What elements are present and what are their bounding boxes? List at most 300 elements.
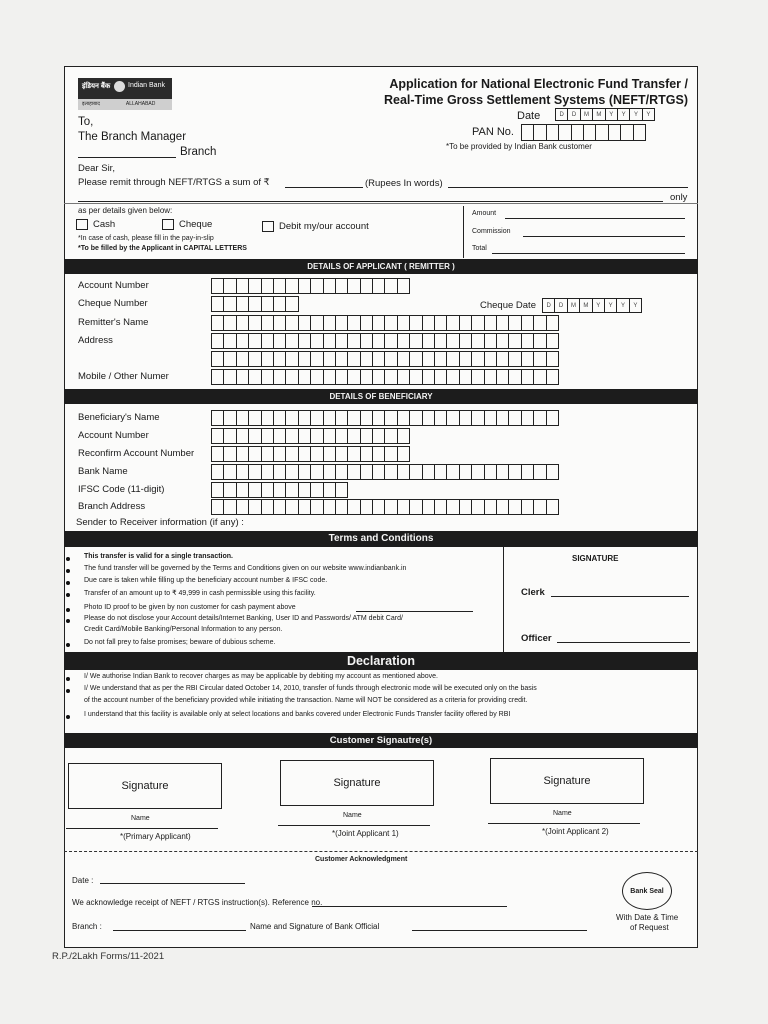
char-box[interactable]	[384, 446, 397, 462]
char-box[interactable]	[248, 464, 261, 480]
officer-signature-field[interactable]	[557, 642, 690, 643]
char-box[interactable]	[323, 410, 336, 426]
char-box[interactable]: D	[567, 108, 580, 121]
field-boxes[interactable]	[212, 428, 410, 444]
char-box[interactable]: M	[567, 298, 580, 313]
char-box[interactable]	[521, 315, 534, 331]
cash-checkbox[interactable]	[76, 219, 88, 230]
char-box[interactable]	[236, 351, 249, 367]
char-box[interactable]	[372, 446, 385, 462]
char-box[interactable]	[248, 278, 261, 294]
char-box[interactable]	[298, 446, 311, 462]
char-box[interactable]	[422, 410, 435, 426]
char-box[interactable]	[236, 428, 249, 444]
char-box[interactable]	[459, 369, 472, 385]
char-box[interactable]	[285, 499, 298, 515]
signature-box[interactable]	[490, 758, 644, 804]
char-box[interactable]	[459, 499, 472, 515]
char-box[interactable]	[633, 124, 646, 141]
char-box[interactable]	[360, 464, 373, 480]
char-box[interactable]	[223, 410, 236, 426]
char-box[interactable]	[298, 410, 311, 426]
char-box[interactable]	[310, 351, 323, 367]
char-box[interactable]	[397, 499, 410, 515]
date-boxes[interactable]	[556, 108, 655, 121]
char-box[interactable]	[546, 464, 559, 480]
char-box[interactable]	[285, 296, 298, 312]
debit-checkbox[interactable]	[262, 221, 274, 232]
char-box[interactable]	[310, 410, 323, 426]
char-box[interactable]	[211, 464, 224, 480]
char-box[interactable]	[397, 428, 410, 444]
char-box[interactable]	[261, 369, 274, 385]
char-box[interactable]	[285, 315, 298, 331]
char-box[interactable]	[422, 369, 435, 385]
char-box[interactable]	[446, 499, 459, 515]
char-box[interactable]	[347, 333, 360, 349]
char-box[interactable]	[236, 446, 249, 462]
char-box[interactable]	[298, 278, 311, 294]
char-box[interactable]	[323, 315, 336, 331]
char-box[interactable]	[347, 410, 360, 426]
char-box[interactable]	[360, 278, 373, 294]
char-box[interactable]	[471, 499, 484, 515]
char-box[interactable]	[261, 464, 274, 480]
char-box[interactable]	[471, 410, 484, 426]
char-box[interactable]	[533, 369, 546, 385]
char-box[interactable]	[422, 333, 435, 349]
char-box[interactable]	[236, 315, 249, 331]
char-box[interactable]	[508, 369, 521, 385]
char-box[interactable]	[384, 315, 397, 331]
char-box[interactable]	[409, 499, 422, 515]
clerk-signature-field[interactable]	[551, 596, 689, 597]
char-box[interactable]	[211, 315, 224, 331]
char-box[interactable]	[360, 410, 373, 426]
char-box[interactable]	[496, 351, 509, 367]
char-box[interactable]	[261, 296, 274, 312]
char-box[interactable]	[273, 446, 286, 462]
char-box[interactable]	[397, 315, 410, 331]
char-box[interactable]	[248, 315, 261, 331]
char-box[interactable]	[335, 464, 348, 480]
char-box[interactable]	[459, 315, 472, 331]
char-box[interactable]	[310, 428, 323, 444]
char-box[interactable]	[471, 333, 484, 349]
char-box[interactable]	[347, 369, 360, 385]
char-box[interactable]	[211, 428, 224, 444]
char-box[interactable]	[533, 351, 546, 367]
char-box[interactable]	[335, 499, 348, 515]
char-box[interactable]	[236, 278, 249, 294]
char-box[interactable]	[310, 464, 323, 480]
char-box[interactable]	[211, 446, 224, 462]
char-box[interactable]	[521, 124, 534, 141]
char-box[interactable]	[533, 464, 546, 480]
char-box[interactable]: Y	[629, 298, 642, 313]
char-box[interactable]	[583, 124, 596, 141]
char-box[interactable]	[508, 315, 521, 331]
char-box[interactable]	[223, 369, 236, 385]
char-box[interactable]: Y	[592, 298, 605, 313]
char-box[interactable]	[223, 333, 236, 349]
char-box[interactable]	[273, 410, 286, 426]
char-box[interactable]	[261, 482, 274, 498]
char-box[interactable]	[223, 351, 236, 367]
name-field[interactable]	[66, 828, 218, 829]
ack-branch-field[interactable]	[113, 930, 246, 931]
char-box[interactable]	[310, 499, 323, 515]
char-box[interactable]	[459, 410, 472, 426]
char-box[interactable]	[323, 428, 336, 444]
field-boxes[interactable]	[212, 333, 559, 349]
char-box[interactable]	[298, 369, 311, 385]
char-box[interactable]	[248, 351, 261, 367]
char-box[interactable]	[484, 369, 497, 385]
char-box[interactable]	[397, 464, 410, 480]
char-box[interactable]	[335, 369, 348, 385]
char-box[interactable]	[285, 410, 298, 426]
amount-words-field[interactable]	[448, 187, 688, 188]
reference-no-field[interactable]	[312, 906, 507, 907]
char-box[interactable]	[360, 369, 373, 385]
char-box[interactable]	[248, 369, 261, 385]
char-box[interactable]	[434, 369, 447, 385]
char-box[interactable]	[261, 499, 274, 515]
char-box[interactable]	[248, 499, 261, 515]
char-box[interactable]	[508, 499, 521, 515]
char-box[interactable]	[347, 278, 360, 294]
char-box[interactable]	[508, 351, 521, 367]
char-box[interactable]	[298, 499, 311, 515]
char-box[interactable]	[372, 278, 385, 294]
char-box[interactable]	[484, 464, 497, 480]
photo-id-amount-field[interactable]	[356, 611, 473, 612]
char-box[interactable]	[521, 369, 534, 385]
char-box[interactable]	[285, 369, 298, 385]
char-box[interactable]	[211, 369, 224, 385]
char-box[interactable]	[273, 464, 286, 480]
field-boxes[interactable]	[212, 499, 559, 515]
char-box[interactable]	[533, 315, 546, 331]
char-box[interactable]	[533, 410, 546, 426]
field-boxes[interactable]	[212, 446, 410, 462]
char-box[interactable]	[323, 464, 336, 480]
char-box[interactable]	[521, 351, 534, 367]
char-box[interactable]	[397, 333, 410, 349]
char-box[interactable]	[384, 410, 397, 426]
char-box[interactable]	[508, 333, 521, 349]
char-box[interactable]	[434, 410, 447, 426]
char-box[interactable]	[323, 369, 336, 385]
char-box[interactable]	[434, 315, 447, 331]
char-box[interactable]	[533, 333, 546, 349]
char-box[interactable]	[521, 333, 534, 349]
char-box[interactable]	[372, 410, 385, 426]
amount-field[interactable]	[285, 187, 363, 188]
char-box[interactable]	[397, 410, 410, 426]
char-box[interactable]	[298, 333, 311, 349]
char-box[interactable]	[372, 499, 385, 515]
cheque-date-boxes[interactable]	[543, 298, 642, 313]
char-box[interactable]: Y	[617, 108, 630, 121]
char-box[interactable]	[422, 315, 435, 331]
char-box[interactable]	[409, 410, 422, 426]
char-box[interactable]	[261, 333, 274, 349]
char-box[interactable]	[223, 446, 236, 462]
char-box[interactable]	[546, 369, 559, 385]
official-signature-field[interactable]	[412, 930, 587, 931]
char-box[interactable]	[484, 315, 497, 331]
char-box[interactable]	[409, 333, 422, 349]
char-box[interactable]	[546, 499, 559, 515]
char-box[interactable]	[335, 482, 348, 498]
char-box[interactable]	[285, 428, 298, 444]
char-box[interactable]	[521, 410, 534, 426]
char-box[interactable]	[496, 369, 509, 385]
option-cash[interactable]	[76, 219, 115, 230]
char-box[interactable]	[223, 482, 236, 498]
char-box[interactable]	[285, 482, 298, 498]
char-box[interactable]	[384, 499, 397, 515]
char-box[interactable]	[211, 499, 224, 515]
char-box[interactable]	[459, 333, 472, 349]
char-box[interactable]	[496, 499, 509, 515]
char-box[interactable]: M	[579, 298, 592, 313]
char-box[interactable]	[335, 446, 348, 462]
char-box[interactable]: D	[555, 108, 568, 121]
office-amount-field[interactable]	[505, 218, 685, 219]
char-box[interactable]	[335, 315, 348, 331]
char-box[interactable]	[409, 369, 422, 385]
char-box[interactable]	[236, 369, 249, 385]
char-box[interactable]	[546, 410, 559, 426]
char-box[interactable]	[508, 464, 521, 480]
ack-date-field[interactable]	[100, 883, 245, 884]
char-box[interactable]	[446, 464, 459, 480]
char-box[interactable]	[533, 499, 546, 515]
char-box[interactable]	[347, 446, 360, 462]
char-box[interactable]: Y	[605, 108, 618, 121]
char-box[interactable]	[422, 499, 435, 515]
char-box[interactable]	[471, 369, 484, 385]
char-box[interactable]	[310, 333, 323, 349]
char-box[interactable]	[434, 499, 447, 515]
char-box[interactable]	[397, 446, 410, 462]
char-box[interactable]	[285, 278, 298, 294]
char-box[interactable]	[372, 428, 385, 444]
char-box[interactable]	[484, 499, 497, 515]
char-box[interactable]	[360, 446, 373, 462]
char-box[interactable]	[298, 482, 311, 498]
char-box[interactable]	[273, 482, 286, 498]
char-box[interactable]	[434, 464, 447, 480]
char-box[interactable]	[422, 464, 435, 480]
char-box[interactable]	[223, 428, 236, 444]
char-box[interactable]	[347, 315, 360, 331]
char-box[interactable]	[546, 315, 559, 331]
char-box[interactable]	[372, 333, 385, 349]
char-box[interactable]	[236, 410, 249, 426]
field-boxes[interactable]	[212, 482, 348, 498]
char-box[interactable]	[372, 315, 385, 331]
char-box[interactable]	[323, 278, 336, 294]
char-box[interactable]	[459, 464, 472, 480]
char-box[interactable]	[261, 428, 274, 444]
cheque-checkbox[interactable]	[162, 219, 174, 230]
char-box[interactable]	[409, 351, 422, 367]
char-box[interactable]	[335, 428, 348, 444]
char-box[interactable]	[546, 333, 559, 349]
char-box[interactable]: D	[542, 298, 555, 313]
char-box[interactable]: M	[580, 108, 593, 121]
char-box[interactable]	[261, 410, 274, 426]
char-box[interactable]	[236, 333, 249, 349]
char-box[interactable]	[446, 351, 459, 367]
char-box[interactable]	[484, 333, 497, 349]
pan-boxes[interactable]	[522, 124, 646, 141]
char-box[interactable]	[446, 410, 459, 426]
field-boxes[interactable]	[212, 296, 299, 312]
char-box[interactable]	[310, 315, 323, 331]
char-box[interactable]	[298, 464, 311, 480]
char-box[interactable]	[335, 351, 348, 367]
name-field[interactable]	[278, 825, 430, 826]
char-box[interactable]	[360, 428, 373, 444]
char-box[interactable]	[273, 315, 286, 331]
char-box[interactable]	[310, 446, 323, 462]
char-box[interactable]	[434, 333, 447, 349]
char-box[interactable]	[310, 482, 323, 498]
char-box[interactable]	[484, 410, 497, 426]
char-box[interactable]	[285, 446, 298, 462]
char-box[interactable]	[273, 351, 286, 367]
char-box[interactable]	[285, 464, 298, 480]
char-box[interactable]	[211, 410, 224, 426]
char-box[interactable]	[273, 296, 286, 312]
char-box[interactable]	[459, 351, 472, 367]
char-box[interactable]	[434, 351, 447, 367]
char-box[interactable]	[310, 369, 323, 385]
branch-name-field[interactable]	[78, 157, 176, 158]
office-commission-field[interactable]	[523, 236, 685, 237]
field-boxes[interactable]	[212, 369, 559, 385]
char-box[interactable]: D	[554, 298, 567, 313]
char-box[interactable]	[496, 315, 509, 331]
char-box[interactable]	[471, 315, 484, 331]
char-box[interactable]	[261, 351, 274, 367]
char-box[interactable]: Y	[604, 298, 617, 313]
signature-box[interactable]	[68, 763, 222, 809]
char-box[interactable]	[409, 315, 422, 331]
char-box[interactable]	[446, 369, 459, 385]
char-box[interactable]	[546, 351, 559, 367]
char-box[interactable]	[323, 333, 336, 349]
char-box[interactable]	[347, 351, 360, 367]
field-boxes[interactable]	[212, 464, 559, 480]
char-box[interactable]: M	[592, 108, 605, 121]
char-box[interactable]	[298, 351, 311, 367]
char-box[interactable]	[384, 278, 397, 294]
char-box[interactable]	[521, 499, 534, 515]
option-debit[interactable]	[262, 221, 369, 232]
char-box[interactable]	[384, 333, 397, 349]
char-box[interactable]	[323, 446, 336, 462]
char-box[interactable]	[558, 124, 571, 141]
char-box[interactable]	[236, 296, 249, 312]
char-box[interactable]	[335, 278, 348, 294]
char-box[interactable]	[211, 296, 224, 312]
char-box[interactable]	[446, 315, 459, 331]
char-box[interactable]: Y	[616, 298, 629, 313]
char-box[interactable]	[211, 351, 224, 367]
char-box[interactable]	[323, 482, 336, 498]
char-box[interactable]	[223, 464, 236, 480]
char-box[interactable]	[546, 124, 559, 141]
char-box[interactable]	[484, 351, 497, 367]
char-box[interactable]	[248, 428, 261, 444]
char-box[interactable]	[496, 410, 509, 426]
char-box[interactable]	[533, 124, 546, 141]
name-field[interactable]	[488, 823, 640, 824]
char-box[interactable]	[335, 333, 348, 349]
char-box[interactable]	[360, 351, 373, 367]
char-box[interactable]	[248, 333, 261, 349]
char-box[interactable]	[223, 499, 236, 515]
char-box[interactable]	[347, 428, 360, 444]
char-box[interactable]	[372, 464, 385, 480]
char-box[interactable]	[273, 428, 286, 444]
char-box[interactable]	[384, 428, 397, 444]
char-box[interactable]	[360, 499, 373, 515]
char-box[interactable]	[211, 278, 224, 294]
char-box[interactable]	[608, 124, 621, 141]
char-box[interactable]	[273, 278, 286, 294]
char-box[interactable]	[471, 351, 484, 367]
char-box[interactable]	[397, 369, 410, 385]
char-box[interactable]	[521, 464, 534, 480]
amount-words-field-2[interactable]	[78, 201, 663, 202]
char-box[interactable]	[248, 482, 261, 498]
char-box[interactable]	[298, 428, 311, 444]
signature-box[interactable]	[280, 760, 434, 806]
char-box[interactable]	[236, 464, 249, 480]
char-box[interactable]	[409, 464, 422, 480]
char-box[interactable]	[285, 333, 298, 349]
char-box[interactable]	[446, 333, 459, 349]
char-box[interactable]	[384, 464, 397, 480]
char-box[interactable]	[273, 333, 286, 349]
char-box[interactable]	[248, 446, 261, 462]
char-box[interactable]	[261, 446, 274, 462]
char-box[interactable]	[298, 315, 311, 331]
char-box[interactable]	[360, 315, 373, 331]
char-box[interactable]	[223, 315, 236, 331]
char-box[interactable]	[236, 499, 249, 515]
char-box[interactable]	[223, 278, 236, 294]
char-box[interactable]	[347, 499, 360, 515]
char-box[interactable]	[496, 333, 509, 349]
char-box[interactable]	[261, 278, 274, 294]
char-box[interactable]	[248, 410, 261, 426]
char-box[interactable]	[422, 351, 435, 367]
char-box[interactable]	[211, 333, 224, 349]
char-box[interactable]	[310, 278, 323, 294]
field-boxes[interactable]	[212, 278, 410, 294]
char-box[interactable]	[347, 464, 360, 480]
char-box[interactable]	[223, 296, 236, 312]
char-box[interactable]	[372, 351, 385, 367]
